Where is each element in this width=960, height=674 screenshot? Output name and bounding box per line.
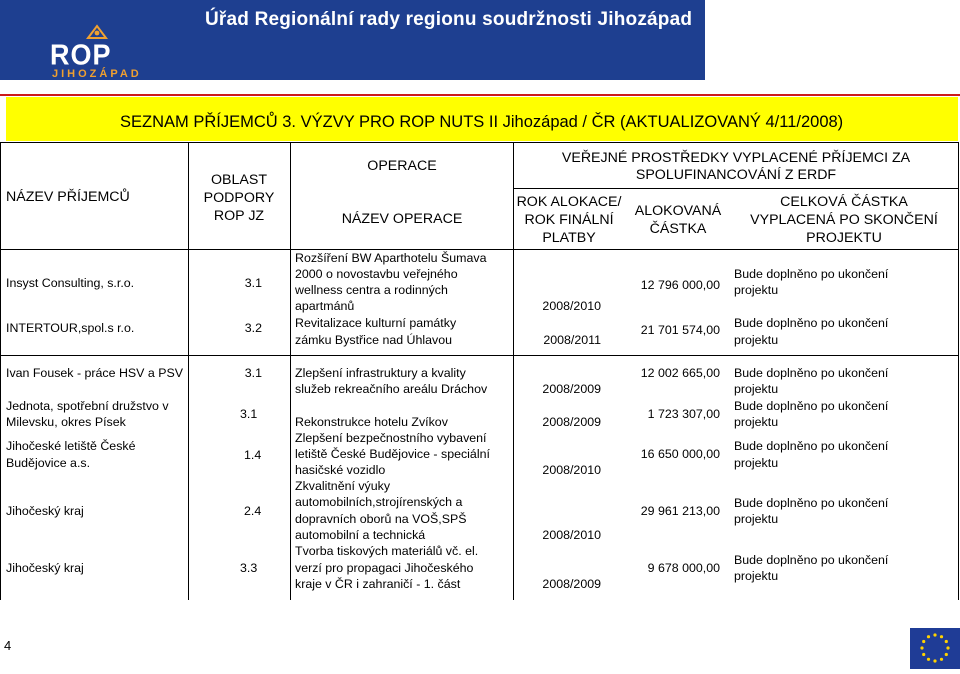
table-cell-operation: Rekonstrukce hotelu Zvíkov — [295, 415, 448, 429]
table-cell-recipient: Ivan Fousek - práce HSV a PSV — [6, 366, 183, 380]
table-cell-allocated: 29 961 213,00 — [640, 504, 720, 518]
table-cell-allocated: 9 678 000,00 — [647, 561, 720, 575]
col-header-operation-name: NÁZEV OPERACE — [341, 211, 463, 227]
table-cell-total: Bude doplněno po ukončení — [734, 366, 889, 380]
table-right-rule — [958, 142, 959, 600]
col-header-allocated-1: ALOKOVANÁ — [634, 203, 722, 219]
table-cell-year: 2008/2010 — [542, 299, 601, 313]
table-cell-total: projektu — [734, 415, 779, 429]
eu-stars-icon — [910, 628, 960, 669]
table-cell-operation: automobilní a technická — [295, 528, 426, 542]
row-divider — [0, 355, 958, 356]
table-cell-total: Bude doplněno po ukončení — [734, 267, 889, 281]
table-cell-recipient: Jihočeský kraj — [6, 504, 84, 518]
table-cell-operation: dopravních oborů na VOŠ,SPŠ — [295, 512, 467, 526]
funds-header-rule — [513, 188, 958, 189]
table-cell-area: 1.4 — [244, 448, 262, 462]
table-cell-area: 3.2 — [244, 321, 262, 335]
table-cell-area: 3.1 — [240, 407, 258, 421]
table-cell-recipient: Insyst Consulting, s.r.o. — [6, 276, 135, 290]
table-cell-recipient: Jihočeské letiště České — [6, 439, 136, 453]
table-cell-operation: služeb rekreačního areálu Dráchov — [295, 382, 488, 396]
table-cell-area: 2.4 — [244, 504, 262, 518]
table-cell-total: projektu — [734, 456, 779, 470]
table-cell-total: projektu — [734, 512, 779, 526]
col-header-public-funds-1: VEŘEJNÉ PROSTŘEDKY VYPLACENÉ PŘÍJEMCI ZA — [561, 150, 911, 166]
table-cell-operation: letiště České Budějovice - speciální — [295, 447, 490, 461]
col-header-recipient: NÁZEV PŘÍJEMCŮ — [6, 189, 130, 205]
table-cell-year: 2008/2009 — [542, 382, 601, 396]
table-cell-year: 2008/2010 — [542, 528, 601, 542]
col-header-operation: OPERACE — [367, 158, 437, 174]
col-header-allocated-2: ČÁSTKA — [649, 221, 707, 237]
table-top-rule — [0, 142, 958, 143]
table-cell-total: Bude doplněno po ukončení — [734, 439, 889, 453]
table-cell-allocated: 16 650 000,00 — [640, 447, 720, 461]
table-cell-operation: Zkvalitnění výuky — [295, 479, 391, 493]
header-divider — [0, 94, 960, 96]
col-header-area-1: OBLAST — [211, 172, 267, 188]
col-header-year-2: ROK FINÁLNÍ — [524, 212, 614, 228]
table-cell-operation: hasičské vozidlo — [295, 463, 386, 477]
logo-main-text: ROP — [50, 39, 112, 71]
table-cell-allocated: 21 701 574,00 — [640, 323, 720, 337]
col-header-area-2: PODPORY — [203, 190, 275, 206]
eu-flag-icon — [910, 628, 960, 669]
table-cell-year: 2008/2011 — [543, 333, 601, 347]
col-header-public-funds-2: SPOLUFINANCOVÁNÍ Z ERDF — [635, 167, 837, 183]
table-cell-total: Bude doplněno po ukončení — [734, 553, 889, 567]
table-cell-total: Bude doplněno po ukončení — [734, 399, 889, 413]
table-cell-recipient: Jednota, spotřební družstvo v — [6, 399, 169, 413]
col-header-total-2: VYPLACENÁ PO SKONČENÍ — [750, 212, 938, 228]
column-rule — [290, 142, 291, 600]
column-rule — [188, 142, 189, 600]
table-cell-year: 2008/2010 — [542, 463, 601, 477]
table-cell-total: projektu — [734, 283, 779, 297]
col-header-year-1: ROK ALOKACE/ — [516, 194, 622, 210]
table-cell-operation: Zlepšení infrastruktury a kvality — [295, 366, 466, 380]
table-cell-area: 3.3 — [240, 561, 258, 575]
page-number: 4 — [4, 638, 12, 653]
table-cell-year: 2008/2009 — [542, 577, 601, 591]
table-cell-area: 3.1 — [244, 276, 262, 290]
rop-logo — [30, 22, 190, 80]
table-cell-operation: Rozšíření BW Aparthotelu Šumava — [295, 251, 487, 265]
table-cell-recipient: Budějovice a.s. — [6, 456, 91, 470]
table-left-rule — [0, 142, 1, 600]
table-cell-recipient: Milevsku, okres Písek — [6, 415, 126, 429]
col-header-year-3: PLATBY — [542, 230, 596, 246]
table-cell-operation: kraje v ČR i zahraničí - 1. část — [295, 577, 461, 591]
table-cell-operation: automobilních,strojírenských a — [295, 495, 463, 509]
table-cell-total: projektu — [734, 333, 779, 347]
table-cell-operation: zámku Bystřice nad Úhlavou — [295, 333, 453, 347]
table-cell-operation: apartmánů — [295, 299, 355, 313]
logo-sub-text: JIHOZÁPAD — [52, 68, 142, 80]
table-cell-operation: 2000 o novostavbu veřejného — [295, 267, 458, 281]
table-cell-operation: Revitalizace kulturní památky — [295, 316, 457, 330]
document-title: SEZNAM PŘÍJEMCŮ 3. VÝZVY PRO ROP NUTS II Jihozápad / ČR (AKTUALIZOVANÝ 4/11/2008) — [120, 113, 844, 131]
table-cell-operation: Tvorba tiskových materiálů vč. el. — [295, 544, 479, 558]
table-cell-recipient: INTERTOUR,spol.s r.o. — [6, 321, 135, 335]
table-cell-allocated: 12 002 665,00 — [640, 366, 720, 380]
table-cell-area: 3.1 — [244, 366, 262, 380]
table-cell-total: projektu — [734, 569, 779, 583]
table-cell-total: Bude doplněno po ukončení — [734, 496, 889, 510]
table-cell-allocated: 1 723 307,00 — [647, 407, 720, 421]
table-cell-total: projektu — [734, 382, 779, 396]
col-header-total-1: CELKOVÁ ČÁSTKA — [780, 194, 908, 210]
table-cell-year: 2008/2009 — [542, 415, 601, 429]
banner-title: Úřad Regionální rady regionu soudržnosti Jihozápad — [205, 9, 693, 30]
table-cell-total: Bude doplněno po ukončení — [734, 316, 889, 330]
col-header-area-3: ROP JZ — [213, 208, 265, 224]
table-cell-recipient: Jihočeský kraj — [6, 561, 84, 575]
table-cell-allocated: 12 796 000,00 — [640, 278, 720, 292]
col-header-total-3: PROJEKTU — [806, 230, 882, 246]
table-cell-operation: verzí pro propagaci Jihočeského — [295, 561, 474, 575]
table-cell-operation: wellness centra a rodinných — [295, 283, 448, 297]
table-cell-operation: Zlepšení bezpečnostního vybavení — [295, 431, 487, 445]
